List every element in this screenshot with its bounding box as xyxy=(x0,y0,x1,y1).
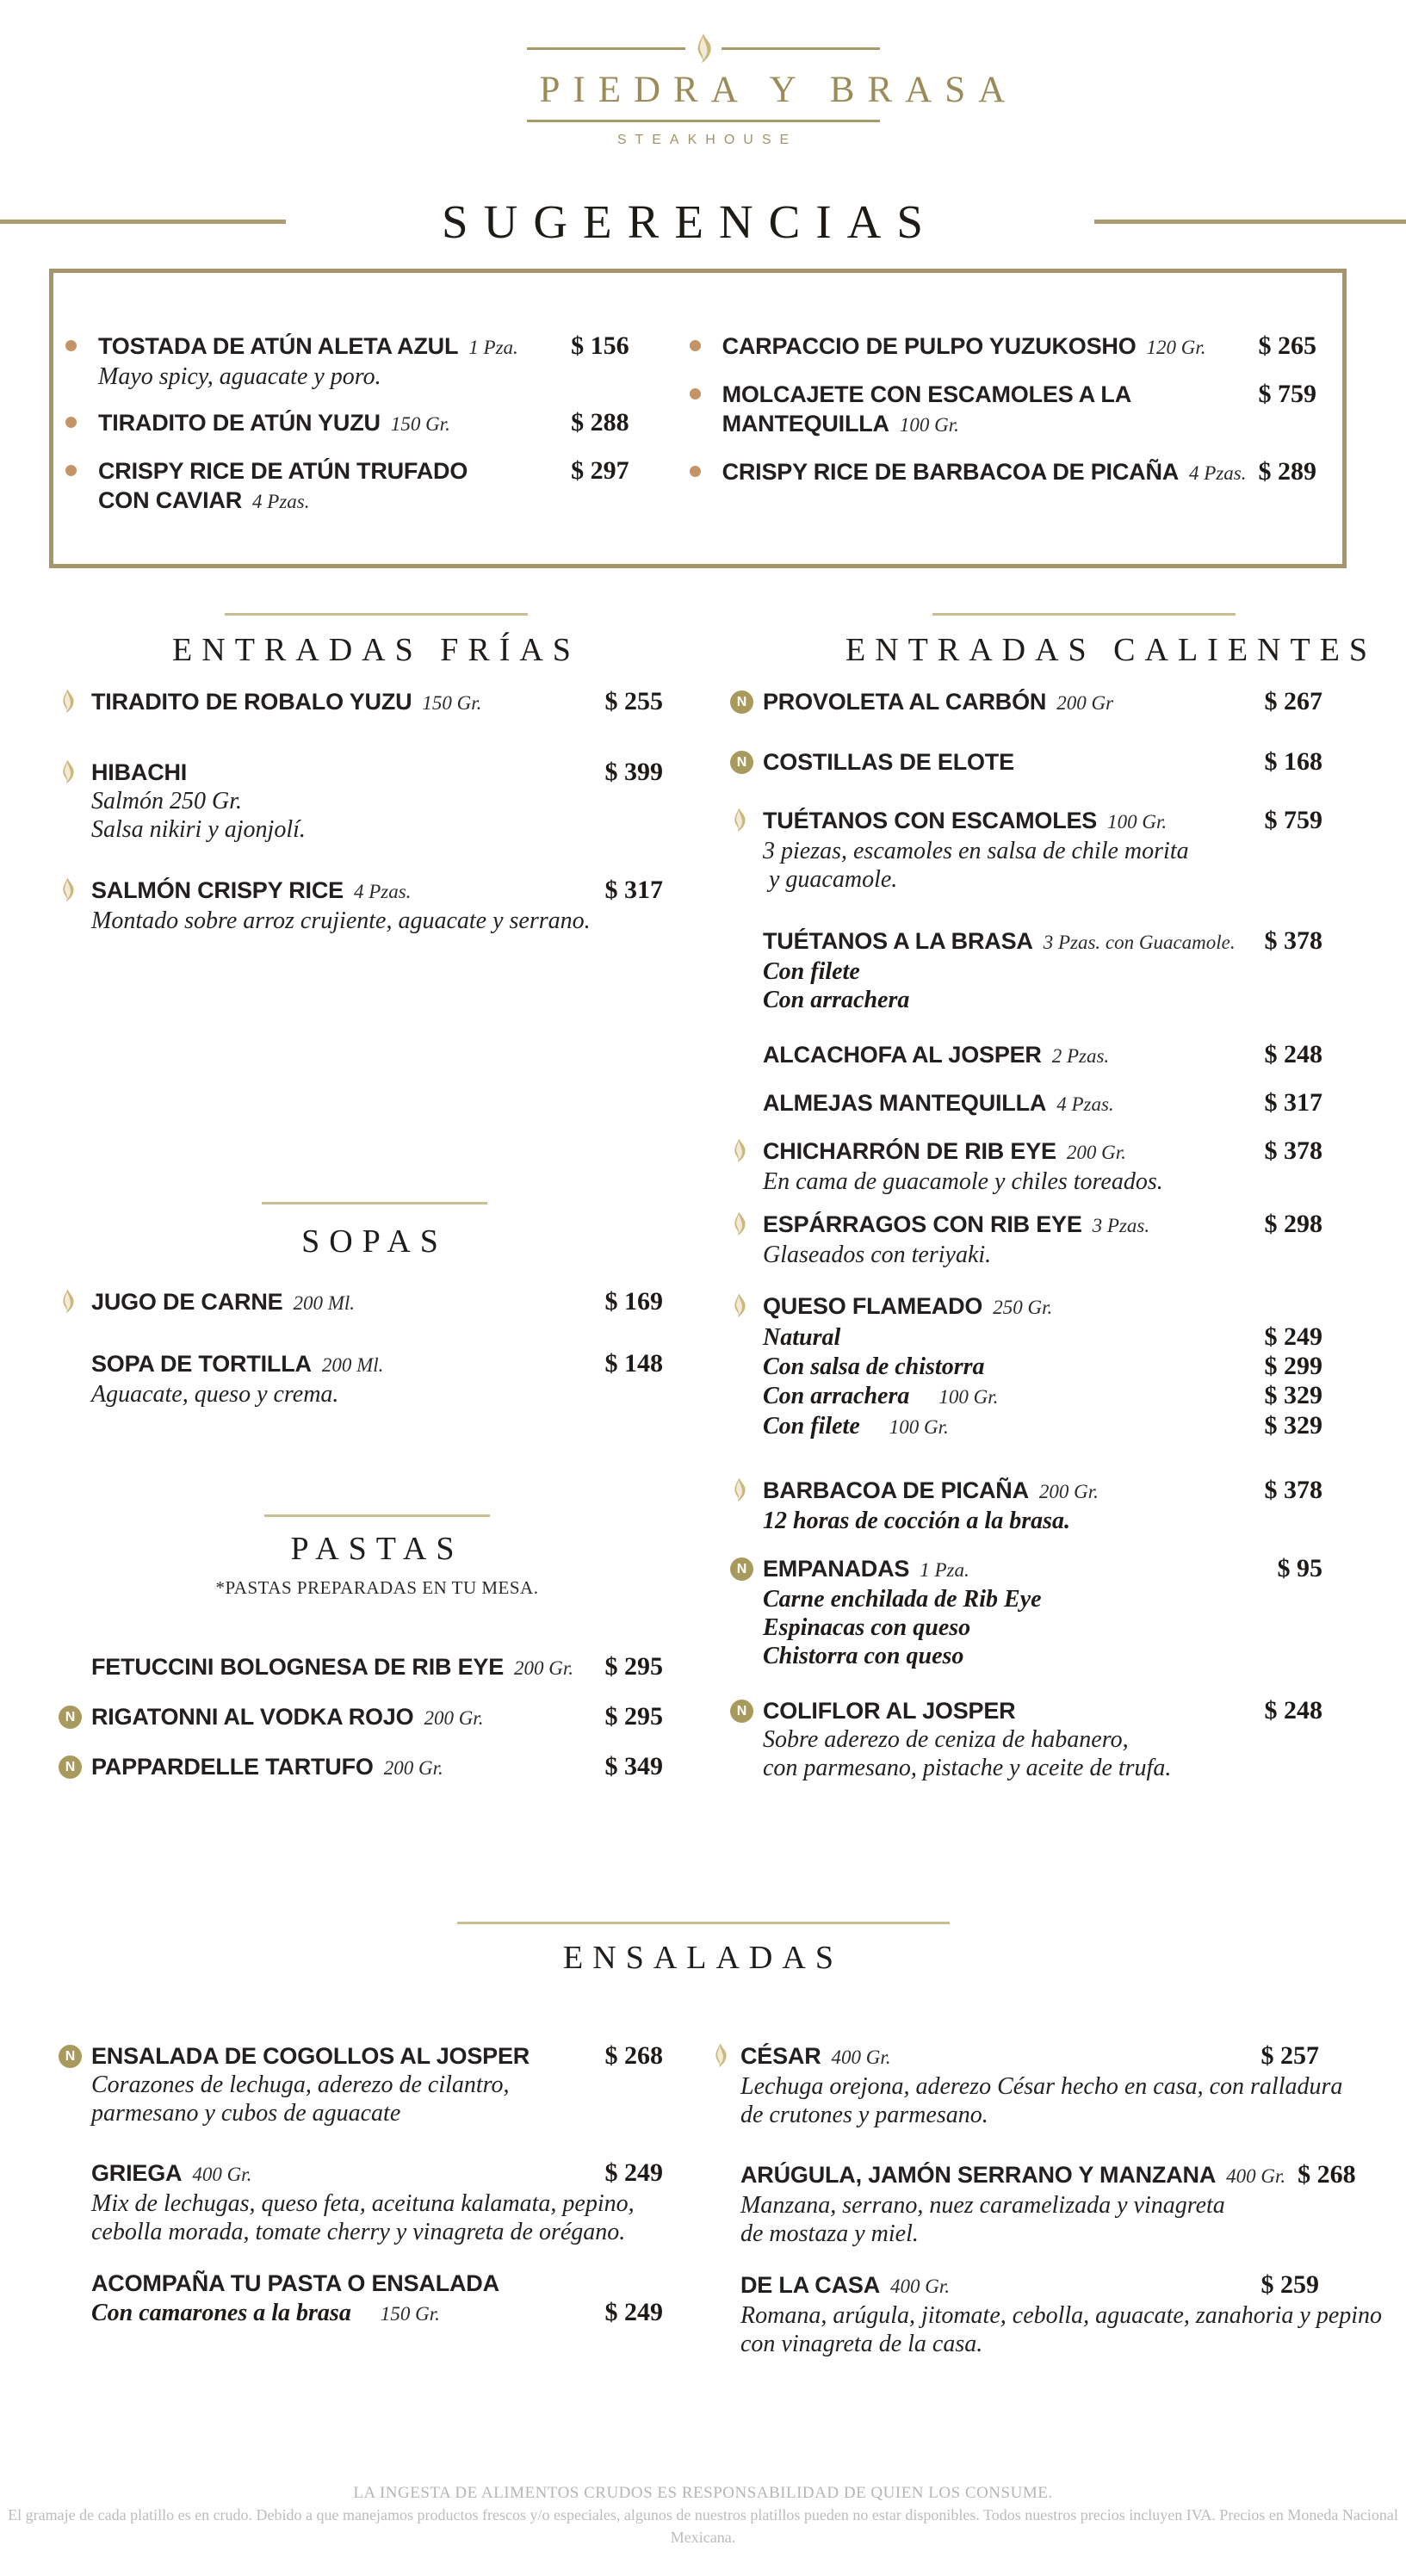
dot-bullet-icon xyxy=(690,388,701,399)
menu-item-row xyxy=(91,1752,663,1783)
menu-item-row xyxy=(722,457,1316,488)
item-price: $ 317 xyxy=(604,876,663,904)
item-portion: 1 Pza. xyxy=(468,337,518,358)
footer-disclaimer xyxy=(0,2483,1406,2548)
menu-item-row xyxy=(91,758,663,787)
item-price: $ 289 xyxy=(1258,457,1316,486)
item-name: SALMÓN CRISPY RICE xyxy=(91,877,344,903)
menu-item xyxy=(65,408,629,439)
item-price: $ 95 xyxy=(1277,1554,1322,1582)
section-entradas-frias xyxy=(59,613,663,952)
item-option: Con arrachera xyxy=(763,987,910,1013)
variant-portion: 100 Gr. xyxy=(889,1416,949,1438)
item-price: $ 255 xyxy=(604,687,663,715)
restaurant-tagline: STEAKHOUSE xyxy=(616,133,798,147)
menu-item-body xyxy=(91,758,663,844)
menu-item-body xyxy=(763,1210,1322,1269)
menu-item-row xyxy=(763,1210,1322,1241)
menu-item-body xyxy=(98,408,629,439)
item-name: CHICHARRÓN DE RIB EYE xyxy=(763,1138,1056,1164)
section-title-ensaladas: ENSALADAS xyxy=(563,1940,843,1976)
item-name: COSTILLAS DE ELOTE xyxy=(763,749,1014,775)
logo-rule-bottom xyxy=(527,120,880,122)
menu-item-body xyxy=(98,331,629,391)
item-portion: 200 Gr xyxy=(1056,692,1114,714)
item-price: $ 317 xyxy=(1264,1088,1322,1117)
item-description: con parmesano, pistache y aceite de trufa. xyxy=(763,1755,1172,1781)
item-portion: 100 Gr. xyxy=(899,414,959,436)
item-name: HIBACHI xyxy=(91,759,188,785)
section-title-entradas-frias: ENTRADAS FRÍAS xyxy=(172,632,580,668)
section-title-entradas-calientes: ENTRADAS CALIENTES xyxy=(845,632,1378,668)
item-portion: 400 Gr. xyxy=(890,2276,951,2297)
menu-item xyxy=(730,926,1322,1014)
item-portion: 400 Gr. xyxy=(192,2164,252,2185)
menu-item xyxy=(730,806,1322,894)
dot-bullet-icon xyxy=(65,465,77,476)
menu-item xyxy=(730,1554,1322,1670)
item-name: RIGATONNI AL VODKA ROJO xyxy=(91,1704,414,1730)
menu-item-row xyxy=(722,409,1316,440)
item-portion: 2 Pzas. xyxy=(1051,1045,1110,1067)
menu-item xyxy=(59,687,663,718)
flame-icon xyxy=(59,876,77,903)
item-name: TUÉTANOS A LA BRASA xyxy=(763,928,1033,954)
menu-item xyxy=(65,331,629,391)
item-price: $ 148 xyxy=(604,1349,663,1378)
item-portion: 200 Gr. xyxy=(514,1657,574,1679)
variant-label: Natural xyxy=(763,1324,841,1351)
menu-item xyxy=(730,1040,1322,1071)
footer-line-2: El gramaje de cada platillo es en crudo. Debido a que manejamos productos frescos y/o especiales, algunos de nuestros platillos pueden no estar disponibles. Todos nuestros precios incluyen IVA. Precios en Moneda Nacional Mexicana. xyxy=(8,2506,1398,2546)
variant-label: Con salsa de chistorra xyxy=(763,1353,985,1380)
menu-item-body xyxy=(763,1136,1322,1196)
item-name: GRIEGA xyxy=(91,2160,183,2186)
section-rule xyxy=(264,1514,490,1517)
item-name: CRISPY RICE DE ATÚN TRUFADO xyxy=(98,458,468,484)
item-portion: 1 Pza. xyxy=(920,1559,969,1581)
section-rule xyxy=(457,1922,950,1924)
item-portion: 4 Pzas. xyxy=(353,881,412,902)
menu-item xyxy=(59,2269,663,2328)
item-name: ESPÁRRAGOS CON RIB EYE xyxy=(763,1211,1082,1237)
dot-bullet-icon xyxy=(65,340,77,351)
heading-rule-left xyxy=(0,220,286,224)
item-description: parmesano y cubos de aguacate xyxy=(91,2100,401,2127)
menu-item-body xyxy=(722,331,1316,362)
menu-item-row xyxy=(763,687,1322,718)
item-name: QUESO FLAMEADO xyxy=(763,1293,983,1319)
item-name: MOLCAJETE CON ESCAMOLES A LA xyxy=(722,381,1131,407)
item-portion: 200 Ml. xyxy=(321,1354,384,1376)
menu-item-body xyxy=(763,1291,1322,1441)
section-pastas xyxy=(59,1514,663,1802)
menu-item-body xyxy=(98,456,629,517)
item-portion: 150 Gr. xyxy=(422,692,482,714)
item-name: SOPA DE TORTILLA xyxy=(91,1351,312,1377)
item-description: Salmón 250 Gr. xyxy=(91,788,243,814)
menu-item-body xyxy=(91,876,663,935)
sugerencias-column-left xyxy=(65,331,629,534)
sugerencias-column-right xyxy=(690,331,1316,534)
item-price: $ 295 xyxy=(604,1702,663,1731)
item-price: $ 248 xyxy=(1264,1040,1322,1068)
menu-item-body xyxy=(763,926,1322,1014)
menu-item-row xyxy=(763,1291,1322,1322)
menu-item-row xyxy=(91,1287,663,1318)
ensaladas-column-right xyxy=(711,2041,1383,2375)
item-variant-row xyxy=(763,1352,1322,1381)
item-portion: 400 Gr. xyxy=(1226,2165,1286,2187)
item-description: Glaseados con teriyaki. xyxy=(763,1242,992,1268)
menu-item-body xyxy=(763,1088,1322,1119)
variant-price: $ 249 xyxy=(604,2298,663,2326)
menu-item-body xyxy=(763,806,1322,894)
item-portion: 250 Gr. xyxy=(993,1297,1053,1318)
item-portion: 200 Gr. xyxy=(1066,1142,1126,1163)
menu-item-row xyxy=(763,1554,1322,1585)
item-option: 12 horas de cocción a la brasa. xyxy=(763,1508,1070,1534)
menu-item-row xyxy=(763,1696,1322,1725)
menu-item xyxy=(730,1476,1322,1535)
section-sopas xyxy=(59,1202,663,1426)
item-portion: 200 Gr. xyxy=(424,1707,484,1729)
item-name: EMPANADAS xyxy=(763,1556,910,1582)
menu-item xyxy=(730,1210,1322,1269)
variant-portion: 150 Gr. xyxy=(380,2303,440,2325)
item-price: $ 759 xyxy=(1264,806,1322,834)
menu-item xyxy=(690,380,1316,440)
section-rule xyxy=(932,613,1236,616)
flame-icon xyxy=(730,1292,748,1319)
flame-icon xyxy=(730,1211,748,1237)
menu-item xyxy=(711,2270,1383,2358)
dot-bullet-icon xyxy=(690,466,701,477)
menu-item-body xyxy=(91,1287,663,1318)
menu-item-row xyxy=(91,2041,663,2071)
item-description: con vinagreta de la casa. xyxy=(740,2331,983,2357)
menu-item-body xyxy=(763,687,1322,718)
menu-item-row xyxy=(763,747,1322,777)
menu-item-row xyxy=(98,456,629,486)
variant-price: $ 299 xyxy=(1264,1352,1322,1380)
menu-item xyxy=(59,1652,663,1683)
item-option: Con filete xyxy=(763,958,860,985)
item-option: Carne enchilada de Rib Eye xyxy=(763,1586,1042,1613)
item-price: $ 169 xyxy=(604,1287,663,1316)
menu-item-body xyxy=(91,1752,663,1783)
item-name: PAPPARDELLE TARTUFO xyxy=(91,1754,374,1780)
menu-item xyxy=(59,1752,663,1783)
item-price: $ 257 xyxy=(1260,2041,1319,2070)
flame-icon xyxy=(59,688,77,715)
menu-item-row xyxy=(763,1088,1322,1119)
dot-bullet-icon xyxy=(690,340,701,351)
item-name: JUGO DE CARNE xyxy=(91,1289,283,1315)
item-portion: 200 Gr. xyxy=(383,1757,443,1779)
item-name: BARBACOA DE PICAÑA xyxy=(763,1477,1029,1503)
n-badge-icon: N xyxy=(59,1706,82,1729)
item-price: $ 298 xyxy=(1264,1210,1322,1238)
item-name: FETUCCINI BOLOGNESA DE RIB EYE xyxy=(91,1654,505,1680)
menu-item-row xyxy=(91,876,663,907)
item-name: TUÉTANOS CON ESCAMOLES xyxy=(763,808,1098,833)
menu-item-row xyxy=(91,2158,663,2189)
item-price: $ 168 xyxy=(1264,747,1322,776)
menu-item-row xyxy=(91,2269,663,2298)
item-portion: 3 Pzas. xyxy=(1092,1215,1150,1236)
menu-item-body xyxy=(763,1554,1322,1670)
flame-icon xyxy=(692,33,715,64)
variant-label: Con arrachera xyxy=(763,1383,910,1409)
item-portion: 100 Gr. xyxy=(1107,811,1168,833)
item-name: ENSALADA DE COGOLLOS AL JOSPER xyxy=(91,2043,530,2069)
item-price: $ 288 xyxy=(571,408,629,437)
item-name: DE LA CASA xyxy=(740,2272,881,2298)
item-name: CÉSAR xyxy=(740,2043,821,2069)
menu-item-body xyxy=(91,2041,663,2127)
item-portion: 200 Ml. xyxy=(293,1292,355,1314)
item-description: Salsa nikiri y ajonjolí. xyxy=(91,816,306,843)
menu-item-body xyxy=(763,747,1322,777)
item-name: ALCACHOFA AL JOSPER xyxy=(763,1042,1042,1068)
n-badge-icon: N xyxy=(730,1700,753,1723)
item-variant-row xyxy=(763,1411,1322,1441)
menu-item-body xyxy=(722,457,1316,488)
logo-rule-right xyxy=(722,47,880,50)
flame-icon xyxy=(711,2042,729,2069)
menu-item-row xyxy=(740,2160,1356,2191)
flame-icon xyxy=(59,759,77,785)
menu-item-body xyxy=(740,2160,1356,2248)
variant-portion: 100 Gr. xyxy=(938,1386,999,1408)
section-title-sugerencias: SUGERENCIAS xyxy=(442,195,938,248)
item-name: CARPACCIO DE PULPO YUZUKOSHO xyxy=(722,333,1137,359)
section-rule xyxy=(262,1202,487,1204)
menu-item xyxy=(59,876,663,935)
menu-item xyxy=(59,1287,663,1318)
item-name: PROVOLETA AL CARBÓN xyxy=(763,689,1047,715)
item-portion: 4 Pzas. xyxy=(252,491,310,512)
restaurant-name: PIEDRA Y BRASA xyxy=(539,70,1019,110)
item-portion: 4 Pzas. xyxy=(1189,462,1247,484)
menu-item-body xyxy=(91,1349,663,1409)
flame-icon xyxy=(730,1137,748,1164)
section-title-pastas: PASTAS xyxy=(290,1531,464,1567)
item-variant-row xyxy=(91,2298,663,2328)
menu-item xyxy=(730,747,1322,777)
item-name: CON CAVIAR xyxy=(98,487,243,513)
item-description: Mix de lechugas, queso feta, aceituna kalamata, pepino, xyxy=(91,2190,635,2217)
menu-item xyxy=(59,758,663,844)
item-description: de crutones y parmesano. xyxy=(740,2102,988,2128)
menu-item-row xyxy=(763,1476,1322,1507)
menu-item-row xyxy=(763,806,1322,837)
menu-item-body xyxy=(91,2158,663,2246)
item-name: TOSTADA DE ATÚN ALETA AZUL xyxy=(98,333,459,359)
menu-item xyxy=(65,456,629,517)
menu-item-row xyxy=(98,486,629,517)
heading-rule-right xyxy=(1094,220,1406,224)
item-price: $ 259 xyxy=(1260,2270,1319,2299)
menu-item xyxy=(59,2041,663,2127)
menu-item-row xyxy=(91,1652,663,1683)
item-portion: 3 Pzas. con Guacamole. xyxy=(1043,932,1236,953)
menu-item xyxy=(711,2160,1356,2248)
n-badge-icon: N xyxy=(730,1557,753,1581)
item-description: cebolla morada, tomate cherry y vinagreta de orégano. xyxy=(91,2219,626,2245)
menu-item-row xyxy=(763,1040,1322,1071)
item-variant-row xyxy=(763,1381,1322,1411)
item-description: 3 piezas, escamoles en salsa de chile morita xyxy=(763,838,1189,864)
menu-item xyxy=(59,1349,663,1409)
menu-item-body xyxy=(91,1652,663,1683)
item-variant-row xyxy=(763,1322,1322,1352)
section-entradas-calientes xyxy=(730,613,1378,1799)
item-name: ALMEJAS MANTEQUILLA xyxy=(763,1090,1047,1116)
menu-item-row xyxy=(91,1349,663,1380)
menu-item xyxy=(711,2041,1343,2129)
menu-item-row xyxy=(722,331,1316,362)
flame-icon xyxy=(730,807,748,833)
item-portion: 200 Gr. xyxy=(1038,1481,1099,1502)
pastas-note: *PASTAS PREPARADAS EN TU MESA. xyxy=(215,1577,539,1598)
item-portion: 120 Gr. xyxy=(1146,337,1206,358)
item-portion: 400 Gr. xyxy=(831,2047,891,2068)
flame-icon xyxy=(59,1288,77,1315)
item-description: Lechuga orejona, aderezo César hecho en casa, con ralladura xyxy=(740,2073,1343,2100)
menu-item xyxy=(730,1291,1322,1441)
item-description: Mayo spicy, aguacate y poro. xyxy=(98,363,381,390)
dot-bullet-icon xyxy=(65,417,77,428)
n-badge-icon: N xyxy=(59,2045,82,2068)
item-description: En cama de guacamole y chiles toreados. xyxy=(763,1168,1163,1195)
menu-item-body xyxy=(763,1696,1322,1782)
item-option: Chistorra con queso xyxy=(763,1643,964,1669)
section-rule xyxy=(225,613,528,616)
n-badge-icon: N xyxy=(730,690,753,714)
menu-item xyxy=(59,1702,663,1733)
item-price: $ 268 xyxy=(1298,2160,1356,2189)
item-name: ACOMPAÑA TU PASTA O ENSALADA xyxy=(91,2270,499,2296)
menu-item-row xyxy=(722,380,1316,409)
item-description: Sobre aderezo de ceniza de habanero, xyxy=(763,1726,1129,1753)
menu-item-body xyxy=(91,2269,663,2328)
item-description: Corazones de lechuga, aderezo de cilantro, xyxy=(91,2071,510,2098)
menu-item-body xyxy=(722,380,1316,440)
sugerencias-heading xyxy=(0,195,1406,249)
menu-item-body xyxy=(91,687,663,718)
menu-item-row xyxy=(740,2270,1319,2301)
item-price: $ 156 xyxy=(571,331,629,360)
item-price: $ 378 xyxy=(1264,1136,1322,1165)
item-name: TIRADITO DE ATÚN YUZU xyxy=(98,410,381,436)
item-description: de mostaza y miel. xyxy=(740,2220,919,2247)
item-portion: 4 Pzas. xyxy=(1056,1093,1114,1115)
item-price: $ 249 xyxy=(604,2158,663,2187)
menu-item xyxy=(690,331,1316,362)
item-price: $ 759 xyxy=(1258,380,1316,408)
menu-item-row xyxy=(763,926,1322,957)
menu-item xyxy=(730,1696,1322,1782)
item-price: $ 349 xyxy=(604,1752,663,1780)
section-ensaladas xyxy=(0,1922,1406,2523)
logo-rule-left xyxy=(527,47,685,50)
menu-item xyxy=(59,2158,663,2246)
item-price: $ 378 xyxy=(1264,926,1322,955)
menu-item-body xyxy=(91,1702,663,1733)
menu-item-row xyxy=(763,1136,1322,1167)
item-price: $ 265 xyxy=(1258,331,1316,360)
menu-item-row xyxy=(98,408,629,439)
variant-price: $ 249 xyxy=(1264,1322,1322,1351)
item-portion: 150 Gr. xyxy=(390,413,450,435)
item-price: $ 267 xyxy=(1264,687,1322,715)
item-price: $ 248 xyxy=(1264,1696,1322,1725)
menu-item-body xyxy=(740,2270,1383,2358)
item-price: $ 297 xyxy=(571,456,629,485)
item-description: Romana, arúgula, jitomate, cebolla, aguacate, zanahoria y pepino xyxy=(740,2302,1383,2329)
item-name: COLIFLOR AL JOSPER xyxy=(763,1698,1016,1724)
menu-item-body xyxy=(763,1476,1322,1535)
n-badge-icon: N xyxy=(730,751,753,774)
menu-item xyxy=(730,1088,1322,1119)
variant-price: $ 329 xyxy=(1264,1381,1322,1409)
menu-item-row xyxy=(91,1702,663,1733)
item-description: y guacamole. xyxy=(763,866,898,893)
menu-item xyxy=(690,457,1316,488)
item-name: TIRADITO DE ROBALO YUZU xyxy=(91,689,412,715)
item-option: Espinacas con queso xyxy=(763,1614,971,1641)
item-price: $ 295 xyxy=(604,1652,663,1681)
menu-item xyxy=(730,687,1322,718)
item-name: ARÚGULA, JAMÓN SERRANO Y MANZANA xyxy=(740,2162,1217,2188)
item-price: $ 378 xyxy=(1264,1476,1322,1504)
item-description: Montado sobre arroz crujiente, aguacate y serrano. xyxy=(91,907,591,934)
menu-item-row xyxy=(91,687,663,718)
ensaladas-column-left xyxy=(59,2041,663,2345)
menu-item-row xyxy=(98,331,629,362)
variant-label: Con filete xyxy=(763,1413,860,1440)
footer-line-1: LA INGESTA DE ALIMENTOS CRUDOS ES RESPONSABILIDAD DE QUIEN LOS CONSUME. xyxy=(353,2484,1053,2502)
menu-item-row xyxy=(740,2041,1319,2072)
item-price: $ 268 xyxy=(604,2041,663,2070)
menu-item-body xyxy=(763,1040,1322,1071)
menu-item xyxy=(730,1136,1322,1196)
restaurant-logo xyxy=(0,33,1406,148)
item-price: $ 399 xyxy=(604,758,663,786)
menu-item-body xyxy=(740,2041,1343,2129)
n-badge-icon: N xyxy=(59,1756,82,1779)
item-description: Manzana, serrano, nuez caramelizada y vinagreta xyxy=(740,2192,1225,2219)
section-title-sopas: SOPAS xyxy=(301,1223,448,1260)
sugerencias-box xyxy=(49,269,1347,568)
item-name: MANTEQUILLA xyxy=(722,411,889,437)
item-description: Aguacate, queso y crema. xyxy=(91,1381,339,1408)
item-name: CRISPY RICE DE BARBACOA DE PICAÑA xyxy=(722,459,1180,485)
variant-price: $ 329 xyxy=(1264,1411,1322,1440)
flame-icon xyxy=(730,1477,748,1503)
variant-label: Con camarones a la brasa xyxy=(91,2300,351,2326)
